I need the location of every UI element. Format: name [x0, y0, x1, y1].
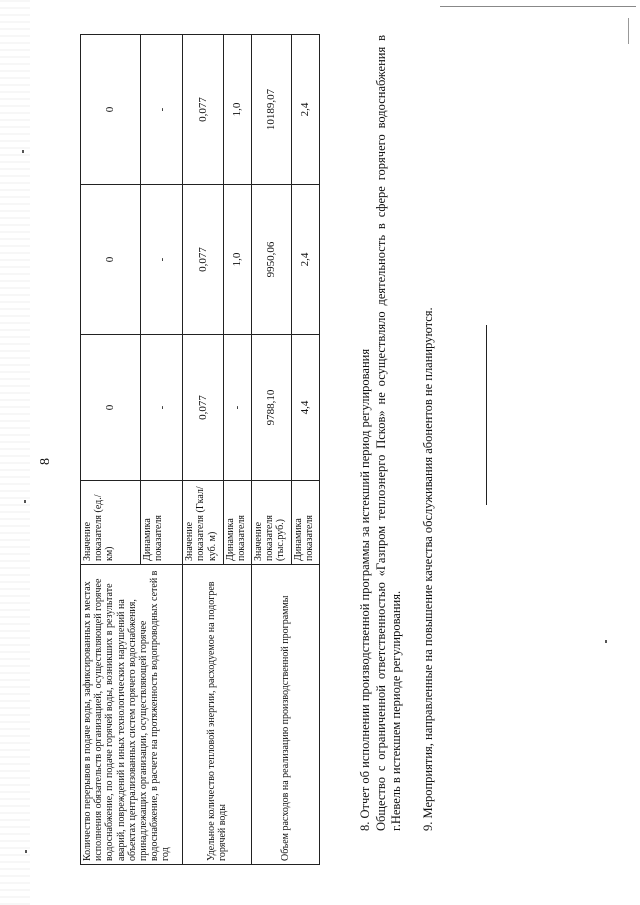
value-cell: 0,077	[183, 35, 223, 185]
metric-label: Значение показателя (ед./км)	[81, 481, 141, 565]
table-row	[183, 35, 223, 865]
row-label: Количество перерывов в подаче воды, зафиксированных в местах исполнения обязательств организацией, осуществляющей горячее водоснабжение, по подаче горячей воды, возникших в результате аварий, повреждений и иных технологических нарушений на объектах централизованных систем горячего водоснабжения, принадлежащих организации, осуществляющей горячее водоснабжение, в расчете на протяженность водопроводных сетей в год	[81, 565, 183, 865]
row-label: Удельное количество тепловой энергии, расходуемое на подогрев горячей воды	[183, 565, 251, 865]
value-cell: 1,0	[223, 185, 251, 335]
row-label: Объем расходов на реализацию производственной программы	[251, 565, 319, 865]
value-cell: 9950,06	[251, 185, 291, 335]
value-cell: 1,0	[223, 35, 251, 185]
value-cell: -	[141, 35, 183, 185]
metric-label: Динамика показателя	[291, 481, 319, 565]
value-cell: 0	[81, 185, 141, 335]
metric-label: Значение показателя (Гкал/куб. м)	[183, 481, 223, 565]
value-cell: 2,4	[291, 185, 319, 335]
metric-label: Динамика показателя	[223, 481, 251, 565]
report-sections	[358, 35, 437, 865]
value-cell: 2,4	[291, 35, 319, 185]
section-9-heading: 9. Мероприятия, направленные на повышение качества обслуживания абонентов не планируются.	[420, 307, 435, 831]
value-cell: -	[141, 185, 183, 335]
metric-label: Значение показателя (тыс.руб.)	[251, 481, 291, 565]
end-rule	[486, 325, 487, 505]
value-cell: 0	[81, 335, 141, 481]
value-cell: -	[223, 335, 251, 481]
section-8-body: Общество с ограниченной ответственностью «Газпром теплоэнерго Псков» не осуществляло деятельность в сфере горячего водоснабжения в г.Невель в истекшем периоде регулирования.	[373, 35, 404, 831]
section-8-heading: 8. Отчет об исполнении производственной программы за истекший период регулирования	[358, 348, 372, 831]
value-cell: 0	[81, 35, 141, 185]
table-row	[81, 35, 141, 865]
program-indicators-table	[80, 34, 320, 865]
value-cell: -	[141, 335, 183, 481]
value-cell: 10189,07	[251, 35, 291, 185]
value-cell: 0,077	[183, 335, 223, 481]
metric-label: Динамика показателя	[141, 481, 183, 565]
page-number: 8	[38, 458, 53, 465]
value-cell: 4,4	[291, 335, 319, 481]
value-cell: 9788,10	[251, 335, 291, 481]
table-row	[251, 35, 291, 865]
value-cell: 0,077	[183, 185, 223, 335]
